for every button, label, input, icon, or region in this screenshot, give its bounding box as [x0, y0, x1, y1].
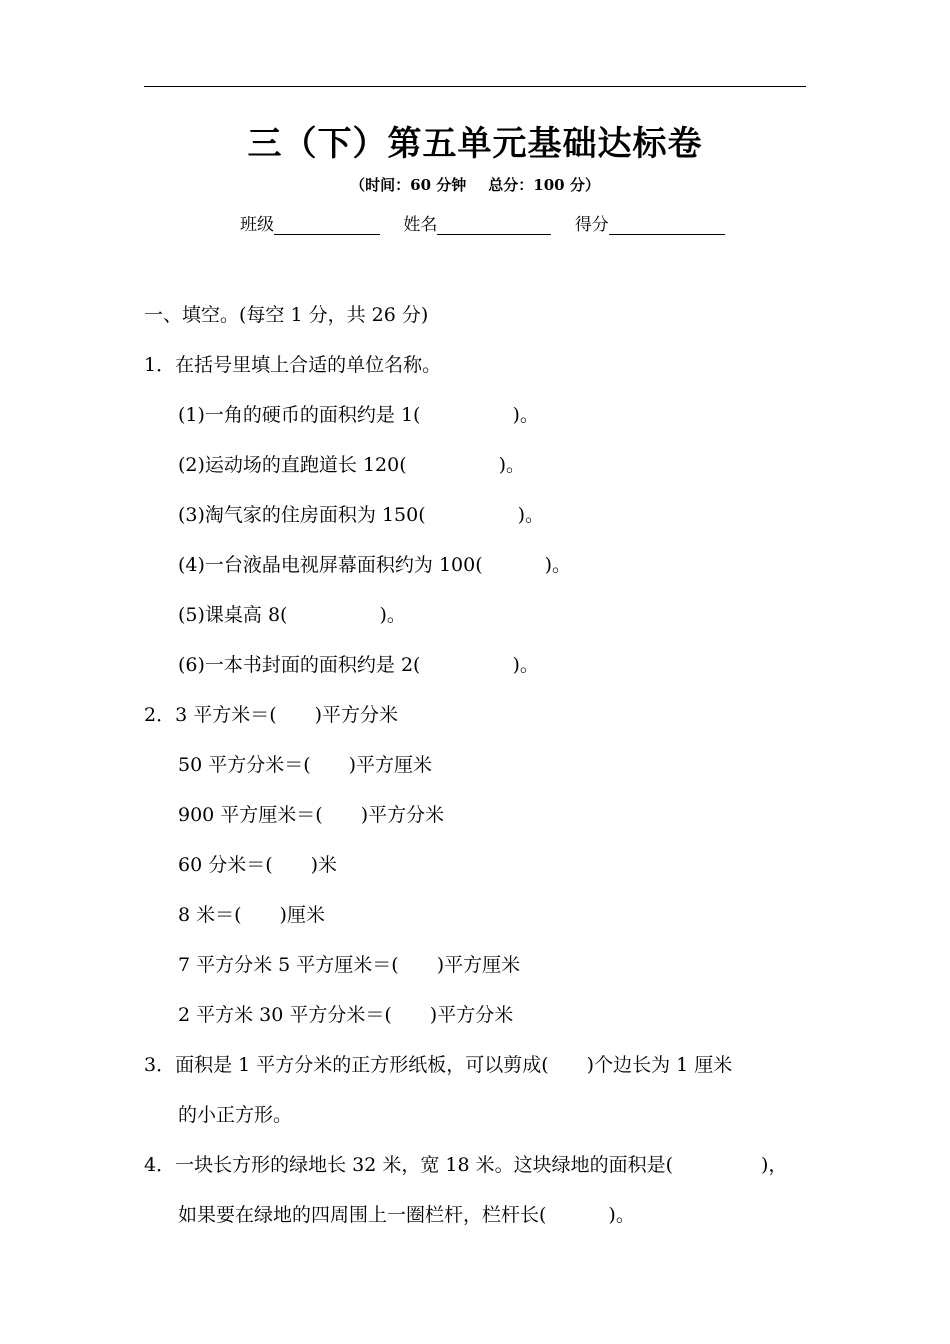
question-2-item-3: 900 平方厘米＝( )平方分米	[178, 804, 445, 826]
question-3-line-1: 3．面积是 1 平方分米的正方形纸板，可以剪成( )个边长为 1 厘米	[144, 1054, 733, 1076]
page-title: 三（下）第五单元基础达标卷	[247, 124, 703, 164]
total-score: 总分：100 分）	[488, 176, 600, 194]
question-1-item-4: (4)一台液晶电视屏幕面积约为 100( )。	[178, 554, 572, 576]
question-2-item-7: 2 平方米 30 平方分米＝( )平方分米	[178, 1004, 514, 1026]
question-2-item-6: 7 平方分米 5 平方厘米＝( )平方厘米	[178, 954, 521, 976]
grade-label: 得分	[574, 215, 609, 235]
question-2-item-5: 8 米＝( )厘米	[178, 904, 325, 926]
name-label: 姓名	[403, 215, 438, 235]
time-limit: （时间：60 分钟	[350, 176, 467, 194]
exam-meta	[0, 174, 950, 195]
question-1-item-6: (6)一本书封面的面积约是 2( )。	[178, 654, 539, 676]
section-heading: 一、填空。(每空 1 分，共 26 分)	[144, 304, 429, 326]
question-1-item-2: (2)运动场的直跑道长 120( )。	[178, 454, 526, 476]
question-1-item-5: (5)课桌高 8( )。	[178, 604, 406, 626]
question-2-item-1: 2．3 平方米＝( )平方分米	[144, 704, 399, 726]
top-rule	[144, 86, 806, 87]
student-info	[240, 210, 743, 235]
class-blank[interactable]	[274, 215, 380, 235]
question-4-line-1: 4．一块长方形的绿地长 32 米，宽 18 米。这块绿地的面积是( )，	[144, 1154, 788, 1176]
question-1-stem: 1．在括号里填上合适的单位名称。	[144, 354, 442, 376]
question-1-item-3: (3)淘气家的住房面积为 150( )。	[178, 504, 545, 526]
class-label: 班级	[240, 215, 274, 235]
question-1-item-1: (1)一角的硬币的面积约是 1( )。	[178, 404, 539, 426]
question-2-item-2: 50 平方分米＝( )平方厘米	[178, 754, 433, 776]
name-blank[interactable]	[437, 215, 551, 235]
question-2-item-4: 60 分米＝( )米	[178, 854, 338, 876]
question-4-line-2: 如果要在绿地的四周围上一圈栏杆，栏杆长( )。	[178, 1204, 635, 1226]
grade-blank[interactable]	[609, 215, 725, 235]
question-3-line-2: 的小正方形。	[178, 1104, 293, 1126]
